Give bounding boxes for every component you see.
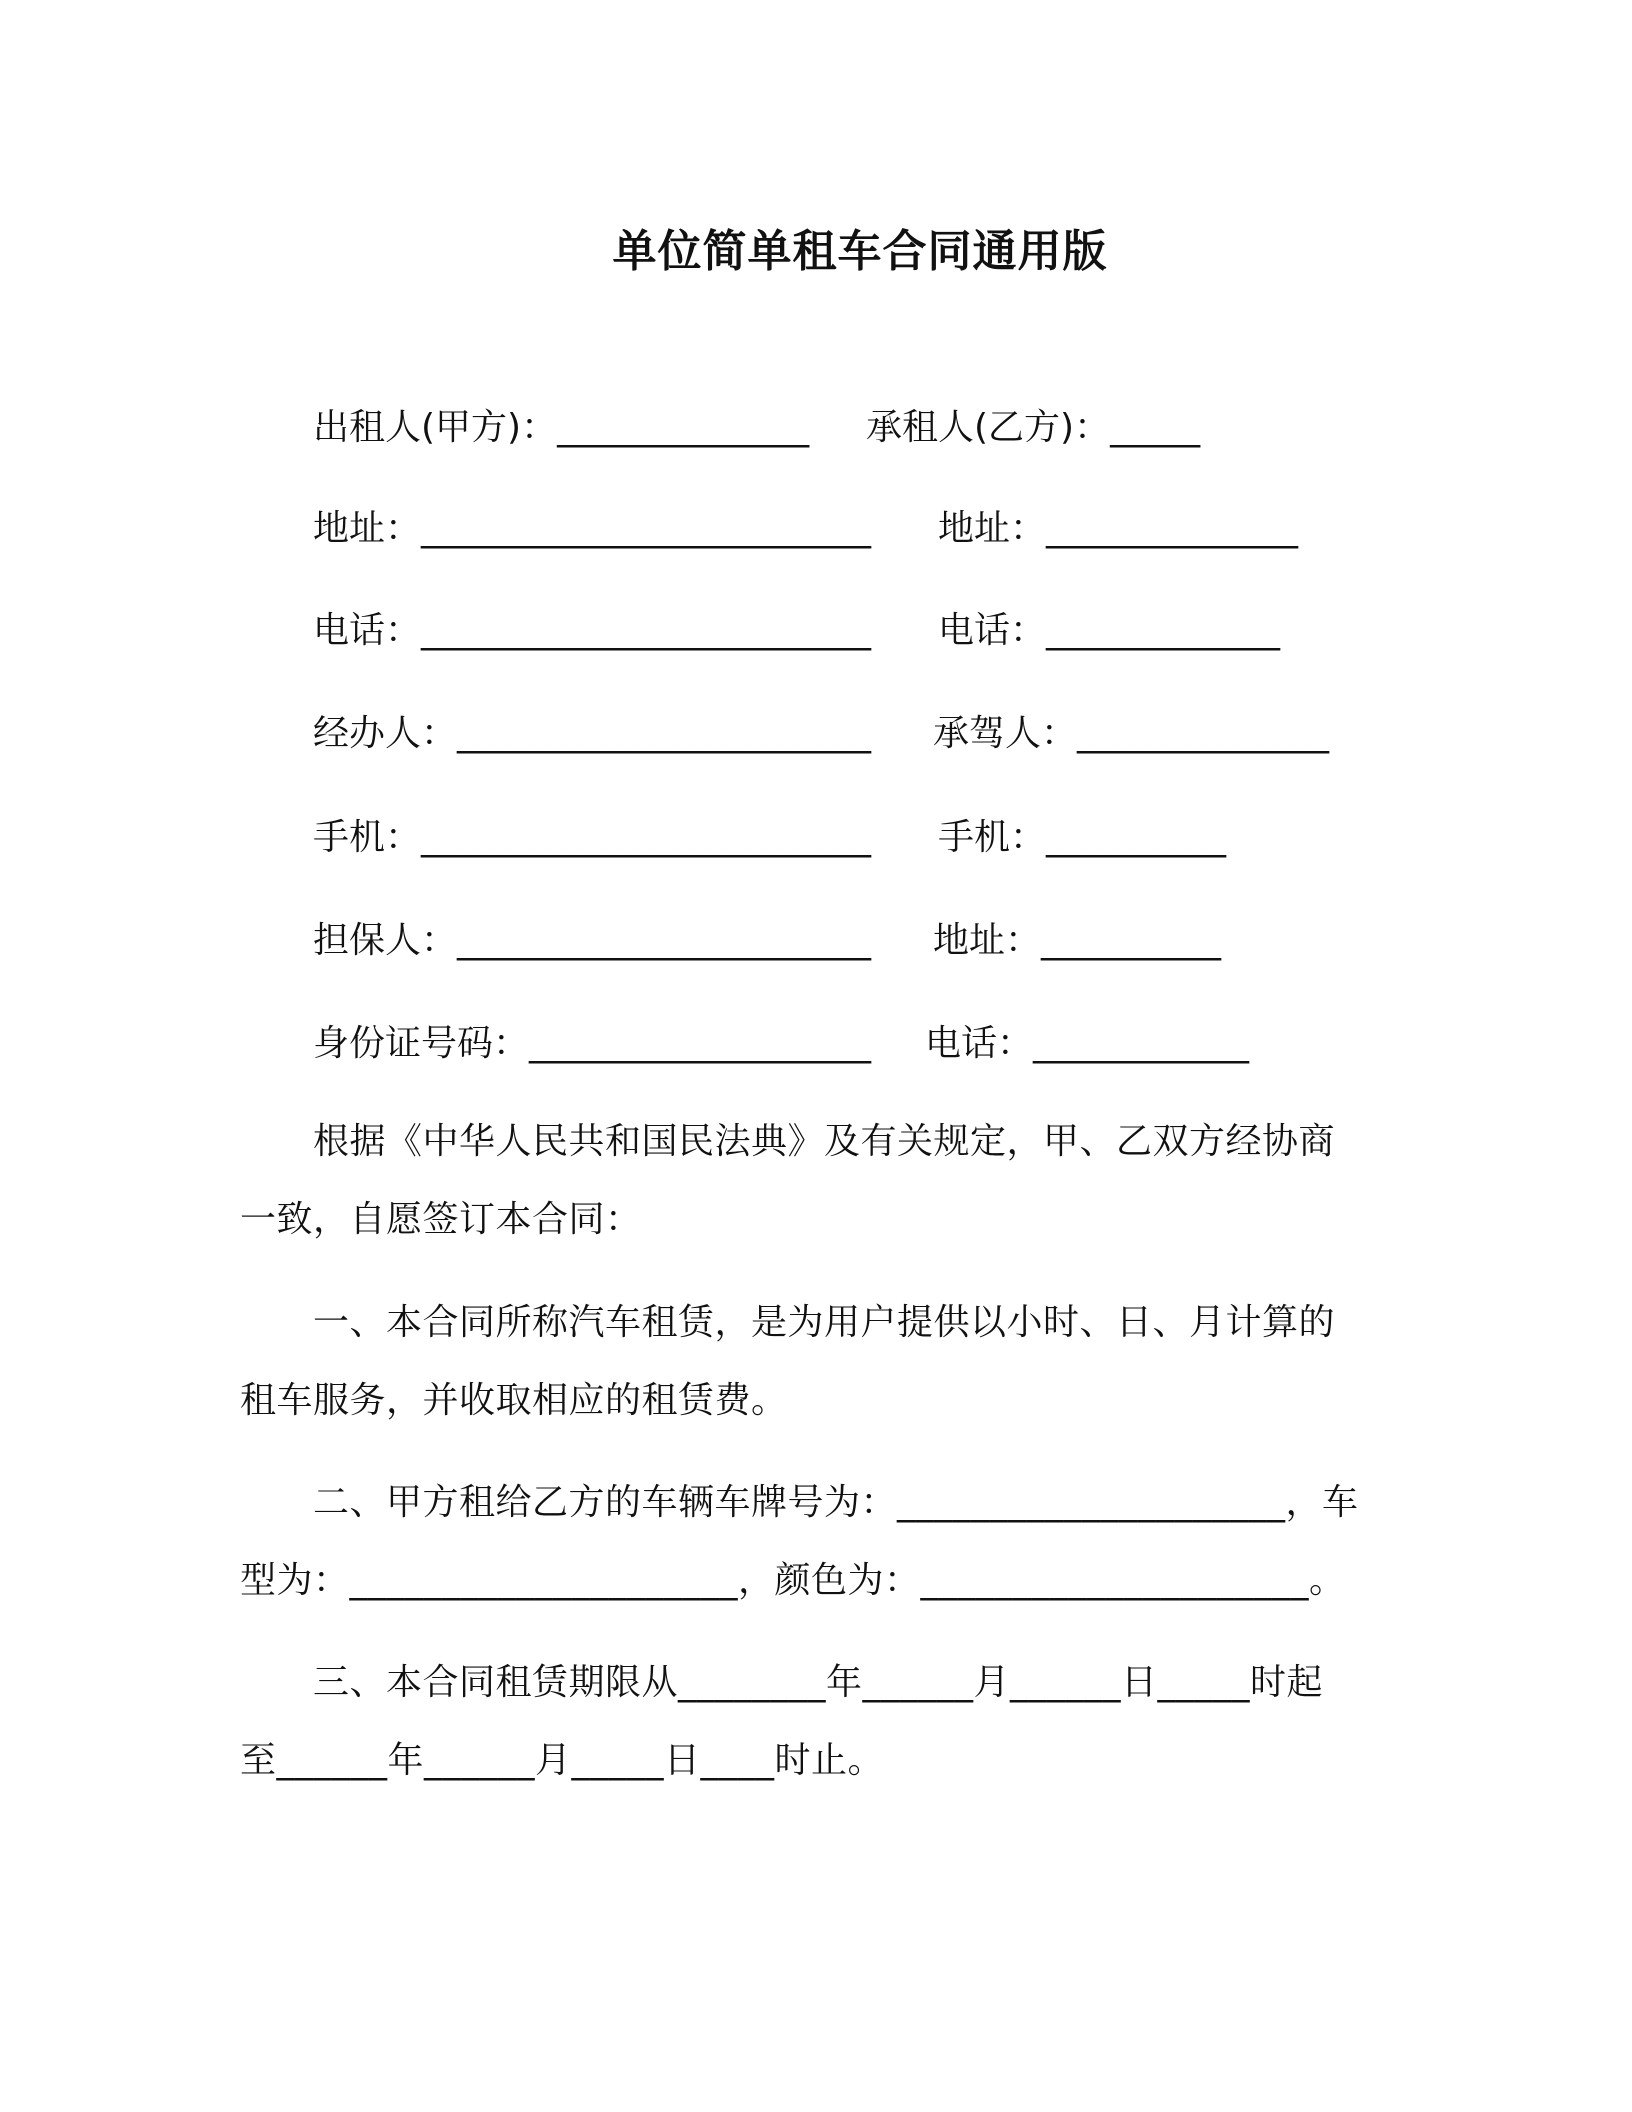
preamble-line-2: 一致，自愿签订本合同： (240, 1199, 642, 1240)
handler-field: 经办人：_______________________ (313, 713, 872, 754)
guarantor-phone-field: 电话：____________ (925, 1023, 1250, 1064)
clause-1-paragraph (240, 1284, 1380, 1440)
clause-2-line-1: 二、甲方租给乙方的车辆车牌号为：_____________________，车 (313, 1482, 1359, 1523)
preamble-line-1: 根据《中华人民共和国民法典》及有关规定，甲、乙双方经协商 (313, 1121, 1336, 1162)
clause-3-line-2: 至______年______月_____日____时止。 (240, 1740, 885, 1781)
driver-field: 承驾人：______________ (933, 713, 1330, 754)
clause-3-paragraph (240, 1644, 1380, 1800)
clause-1-line-2: 租车服务，并收取相应的租赁费。 (240, 1380, 788, 1421)
clause-1-line-1: 一、本合同所称汽车租赁，是为用户提供以小时、日、月计算的 (313, 1302, 1336, 1343)
lessee-mobile-field: 手机：__________ (938, 817, 1227, 858)
lessor-field: 出租人(甲方)：______________ (313, 407, 810, 448)
clause-2-paragraph (240, 1464, 1380, 1620)
lessee-field: 承租人(乙方)：_____ (866, 407, 1201, 448)
clause-2-line-2: 型为：_____________________，颜色为：_____________________。 (240, 1560, 1346, 1601)
document-title: 单位简单租车合同通用版 (612, 226, 1108, 277)
guarantor-field: 担保人：_______________________ (313, 920, 872, 961)
lessor-phone-field: 电话：_________________________ (313, 610, 872, 651)
preamble-paragraph (240, 1103, 1380, 1259)
lessee-phone-field: 电话：_____________ (938, 610, 1281, 651)
lessor-mobile-field: 手机：_________________________ (313, 817, 872, 858)
guarantor-address-field: 地址：__________ (933, 920, 1222, 961)
lessee-address-field: 地址：______________ (938, 508, 1299, 549)
clause-3-line-1: 三、本合同租赁期限从________年______月______日_____时起 (313, 1662, 1324, 1703)
lessor-address-field: 地址：_________________________ (313, 508, 872, 549)
id-number-field: 身份证号码：___________________ (313, 1023, 872, 1064)
